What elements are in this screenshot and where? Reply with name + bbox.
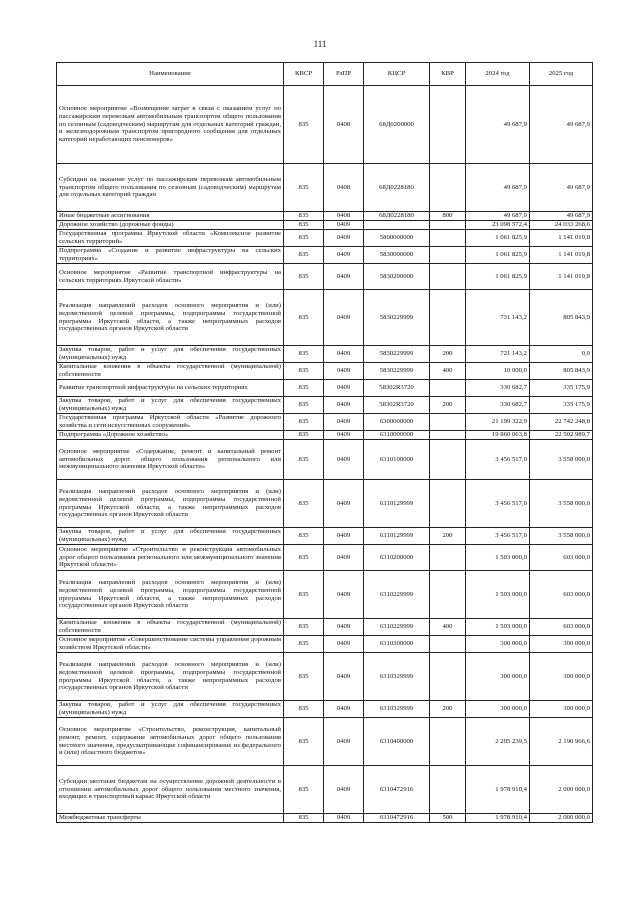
table-row [57,247,593,264]
cell-rzpr: 0409 [324,380,364,397]
cell-kvsr: 835 [284,247,324,264]
cell-kvsr: 835 [284,528,324,545]
cell-2025: 603 000,0 [530,571,593,619]
cell-kvr: 500 [430,814,466,823]
cell-rzpr: 0409 [324,264,364,290]
cell-2024: 49 687,9 [466,86,530,164]
cell-2025: 335 175,9 [530,380,593,397]
cell-kvsr: 835 [284,440,324,480]
cell-rzpr: 0409 [324,230,364,247]
cell-rzpr: 0409 [324,397,364,414]
cell-rzpr: 0409 [324,440,364,480]
cell-kvr: 400 [430,619,466,636]
cell-kvr [430,230,466,247]
cell-rzpr: 0409 [324,545,364,571]
cell-name: Основное мероприятие «Содержание, ремонт и капитальный ремонт автомобильных дорог общего пользования регионального или межмуниципального значения Иркутской области» [57,440,284,480]
col-header-kvsr: КВСР [284,63,324,86]
cell-kcsr: 58302R3720 [364,380,430,397]
cell-kcsr: 6310329999 [364,653,430,701]
cell-kvsr: 835 [284,86,324,164]
col-header-name: Наименование [57,63,284,86]
cell-kcsr [364,221,430,230]
cell-2024: 1 503 000,0 [466,545,530,571]
cell-kcsr: 6310129999 [364,528,430,545]
cell-kvsr: 835 [284,164,324,212]
cell-name: Подпрограмма «Создание и развитие инфраструктуры на сельских территориях» [57,247,284,264]
cell-2025: 805 843,9 [530,363,593,380]
cell-2025: 1 141 019,8 [530,247,593,264]
table-row [57,212,593,221]
budget-table [56,62,593,823]
cell-kcsr: 5800000000 [364,230,430,247]
cell-kcsr: 68Д0228180 [364,164,430,212]
cell-2024: 300 000,0 [466,653,530,701]
cell-kvsr: 835 [284,814,324,823]
cell-kvsr: 835 [284,290,324,346]
cell-name: Основное мероприятие «Строительство, реконструкция, капитальный ремонт, ремонт, содержание автомобильных дорог общего пользования местного значения, предусматривающие софинансирование из федерального и (или) областного бюджетов» [57,718,284,766]
cell-name: Подпрограмма «Дорожное хозяйство» [57,431,284,440]
cell-rzpr: 0409 [324,414,364,431]
cell-kcsr: 6310229999 [364,571,430,619]
cell-name: Капитальные вложения в объекты государственной (муниципальной) собственности [57,363,284,380]
table-row [57,290,593,346]
cell-2024: 3 456 517,0 [466,480,530,528]
table-row [57,440,593,480]
cell-name: Реализация направлений расходов основного мероприятия и (или) ведомственной целевой программы, подпрограммы государственной программы Иркутской области, а также непрограммных расходов государственных органов Иркутской области [57,480,284,528]
cell-2025: 3 558 000,0 [530,440,593,480]
cell-rzpr: 0409 [324,814,364,823]
cell-rzpr: 0409 [324,346,364,363]
cell-kvr [430,480,466,528]
cell-2025: 22 502 989,7 [530,431,593,440]
cell-2025: 300 000,0 [530,701,593,718]
cell-name: Реализация направлений расходов основного мероприятия и (или) ведомственной целевой программы, подпрограммы государственной программы Иркутской области, а также непрограммных расходов государственных органов Иркутской области [57,571,284,619]
cell-2025: 49 687,9 [530,86,593,164]
table-row [57,164,593,212]
col-header-kvr: КВР [430,63,466,86]
cell-2025: 603 000,0 [530,545,593,571]
cell-kvr [430,290,466,346]
cell-kvsr: 835 [284,397,324,414]
cell-kvr [430,86,466,164]
cell-kcsr: 6300000000 [364,414,430,431]
cell-2024: 330 682,7 [466,380,530,397]
table-row [57,619,593,636]
cell-rzpr: 0409 [324,653,364,701]
table-row [57,346,593,363]
cell-kvsr: 835 [284,380,324,397]
cell-kvsr: 835 [284,230,324,247]
cell-kcsr: 6310200000 [364,545,430,571]
cell-name: Развитие транспортной инфраструктуры на сельских территориях [57,380,284,397]
cell-2025: 335 175,9 [530,397,593,414]
cell-2025: 603 000,0 [530,619,593,636]
cell-rzpr: 0408 [324,212,364,221]
cell-name: Закупка товаров, работ и услуг для обеспечения государственных (муниципальных) нужд [57,346,284,363]
cell-kvr [430,431,466,440]
cell-kvr [430,766,466,814]
cell-2024: 330 682,7 [466,397,530,414]
col-header-2025: 2025 год [530,63,593,86]
cell-2024: 300 000,0 [466,636,530,653]
page-number: 111 [313,39,327,49]
cell-2025: 2 000 000,0 [530,766,593,814]
cell-2025: 0,0 [530,346,593,363]
cell-name: Реализация направлений расходов основного мероприятия и (или) ведомственной целевой программы, подпрограммы государственной программы Иркутской области, а также непрограммных расходов государственных органов Иркутской области [57,290,284,346]
cell-2025: 2 190 966,6 [530,718,593,766]
cell-rzpr: 0409 [324,528,364,545]
cell-2024: 10 000,0 [466,363,530,380]
table-row [57,86,593,164]
cell-rzpr: 0408 [324,164,364,212]
cell-kvsr: 835 [284,221,324,230]
cell-kvsr: 835 [284,718,324,766]
table-row [57,636,593,653]
cell-kvsr: 835 [284,766,324,814]
cell-2024: 1 061 825,9 [466,230,530,247]
cell-2024: 49 687,9 [466,212,530,221]
cell-kcsr: 6310129999 [364,480,430,528]
cell-rzpr: 0409 [324,480,364,528]
cell-name: Дорожное хозяйство (дорожные фонды) [57,221,284,230]
cell-name: Субсидии на оказание услуг по пассажирским перевозкам автомобильным транспортом общего пользования по сезонным (садоводческим) маршрутам для отдельных категорий граждан [57,164,284,212]
table-row [57,380,593,397]
cell-rzpr: 0409 [324,619,364,636]
cell-2024: 3 456 517,0 [466,528,530,545]
cell-kcsr: 6310472916 [364,766,430,814]
cell-2024: 2 205 239,5 [466,718,530,766]
cell-name: Основное мероприятие «Строительство и реконструкция автомобильных дорог общего пользования регионального или межмуниципального значения Иркутской области» [57,545,284,571]
cell-name: Капитальные вложения в объекты государственной (муниципальной) собственности [57,619,284,636]
cell-kvsr: 835 [284,431,324,440]
cell-kcsr: 6310300000 [364,636,430,653]
col-header-kcsr: КЦСР [364,63,430,86]
cell-2024: 1 978 910,4 [466,766,530,814]
cell-2025: 300 000,0 [530,653,593,701]
cell-2025: 3 558 000,0 [530,528,593,545]
table-row [57,766,593,814]
cell-2024: 300 000,0 [466,701,530,718]
cell-2025: 22 742 248,8 [530,414,593,431]
cell-2025: 2 000 000,0 [530,814,593,823]
cell-kvr: 800 [430,212,466,221]
cell-kvr: 400 [430,363,466,380]
cell-kvr [430,164,466,212]
cell-2024: 1 978 910,4 [466,814,530,823]
cell-2024: 1 503 000,0 [466,619,530,636]
cell-rzpr: 0409 [324,290,364,346]
cell-rzpr: 0409 [324,571,364,619]
cell-2025: 49 687,9 [530,212,593,221]
cell-kvr: 200 [430,397,466,414]
cell-name: Закупка товаров, работ и услуг для обеспечения государственных (муниципальных) нужд [57,701,284,718]
cell-kcsr: 6310229999 [364,619,430,636]
cell-name: Закупка товаров, работ и услуг для обеспечения государственных (муниципальных) нужд [57,528,284,545]
cell-kcsr: 6310100000 [364,440,430,480]
cell-kvr: 200 [430,701,466,718]
table-row [57,397,593,414]
table-header-row [57,63,593,86]
cell-2025: 300 000,0 [530,636,593,653]
table-row [57,264,593,290]
table-row [57,701,593,718]
cell-kvr [430,221,466,230]
cell-rzpr: 0409 [324,247,364,264]
cell-2024: 21 199 322,9 [466,414,530,431]
cell-2025: 49 687,9 [530,164,593,212]
table-row [57,431,593,440]
table-row [57,414,593,431]
cell-name: Субсидии местным бюджетам на осуществление дорожной деятельности в отношении автомобильных дорог общего пользования местного значения, входящих в транспортный каркас Иркутской области [57,766,284,814]
cell-2024: 731 143,2 [466,290,530,346]
cell-2024: 23 098 572,4 [466,221,530,230]
table-row [57,230,593,247]
cell-2025: 24 033 268,6 [530,221,593,230]
cell-kcsr: 6310472916 [364,814,430,823]
cell-kvr [430,414,466,431]
cell-kcsr: 68Д0228180 [364,212,430,221]
cell-name: Государственная программа Иркутской области «Комплексное развитие сельских территорий» [57,230,284,247]
cell-kvsr: 835 [284,701,324,718]
table-row [57,363,593,380]
cell-kcsr: 6310400000 [364,718,430,766]
table-row [57,480,593,528]
cell-rzpr: 0409 [324,701,364,718]
col-header-2024: 2024 год [466,63,530,86]
cell-kvr [430,264,466,290]
cell-kcsr: 5830229999 [364,290,430,346]
cell-kcsr: 5830000000 [364,247,430,264]
table-row [57,221,593,230]
cell-2024: 3 456 517,0 [466,440,530,480]
table-row [57,545,593,571]
cell-2025: 3 558 000,0 [530,480,593,528]
cell-rzpr: 0409 [324,718,364,766]
table-row [57,653,593,701]
cell-kvr [430,718,466,766]
cell-2024: 1 061 825,9 [466,247,530,264]
cell-kvsr: 835 [284,619,324,636]
cell-kvsr: 835 [284,346,324,363]
cell-kvr [430,545,466,571]
cell-kcsr: 68Д0200000 [364,86,430,164]
table-row [57,528,593,545]
cell-name: Закупка товаров, работ и услуг для обеспечения государственных (муниципальных) нужд [57,397,284,414]
cell-kvsr: 835 [284,653,324,701]
cell-2025: 805 843,9 [530,290,593,346]
cell-name: Иные бюджетные ассигнования [57,212,284,221]
cell-kvsr: 835 [284,212,324,221]
cell-kvsr: 835 [284,545,324,571]
cell-name: Государственная программа Иркутской области «Развитие дорожного хозяйства и сети искусственных сооружений» [57,414,284,431]
cell-kvr [430,440,466,480]
cell-2024: 19 860 063,8 [466,431,530,440]
cell-kvr [430,636,466,653]
table-row [57,814,593,823]
cell-2025: 1 141 019,8 [530,264,593,290]
cell-kvsr: 835 [284,636,324,653]
cell-2024: 49 687,9 [466,164,530,212]
col-header-rzpr: РзПР [324,63,364,86]
cell-kcsr: 5830229999 [364,346,430,363]
table-row [57,718,593,766]
cell-2024: 1 503 000,0 [466,571,530,619]
table-row [57,571,593,619]
cell-kcsr: 6310000000 [364,431,430,440]
cell-rzpr: 0408 [324,86,364,164]
cell-kvr [430,653,466,701]
cell-2024: 721 143,2 [466,346,530,363]
cell-kcsr: 6310329999 [364,701,430,718]
cell-kvsr: 835 [284,571,324,619]
cell-kvsr: 835 [284,414,324,431]
cell-kcsr: 5830200000 [364,264,430,290]
cell-2025: 1 141 019,8 [530,230,593,247]
cell-rzpr: 0409 [324,431,364,440]
cell-rzpr: 0409 [324,221,364,230]
cell-name: Основное мероприятие «Возмещение затрат в связи с оказанием услуг по пассажирским перевозкам автомобильным транспортом общего пользования по сезонным (садоводческим) маршрутам для отдельных категорий граждан, и железнодорожным транспортом пригородного сообщения для отдельных категорий неработающих пенсионеров» [57,86,284,164]
cell-kvr [430,571,466,619]
cell-kvr: 200 [430,528,466,545]
cell-kvsr: 835 [284,480,324,528]
cell-kvsr: 835 [284,363,324,380]
cell-rzpr: 0409 [324,636,364,653]
cell-kcsr: 5830229999 [364,363,430,380]
cell-rzpr: 0409 [324,363,364,380]
cell-name: Основное мероприятие «Развитие транспортной инфраструктуры на сельских территориях Иркутской области» [57,264,284,290]
cell-name: Межбюджетные трансферты [57,814,284,823]
cell-kvsr: 835 [284,264,324,290]
cell-kvr [430,247,466,264]
cell-kcsr: 58302R3720 [364,397,430,414]
cell-kvr: 200 [430,346,466,363]
cell-name: Реализация направлений расходов основного мероприятия и (или) ведомственной целевой программы, подпрограммы государственной программы Иркутской области, а также непрограммных расходов государственных органов Иркутской области [57,653,284,701]
cell-rzpr: 0409 [324,766,364,814]
cell-2024: 1 061 825,9 [466,264,530,290]
cell-name: Основное мероприятие «Совершенствование системы управления дорожным хозяйством Иркутской области» [57,636,284,653]
cell-kvr [430,380,466,397]
